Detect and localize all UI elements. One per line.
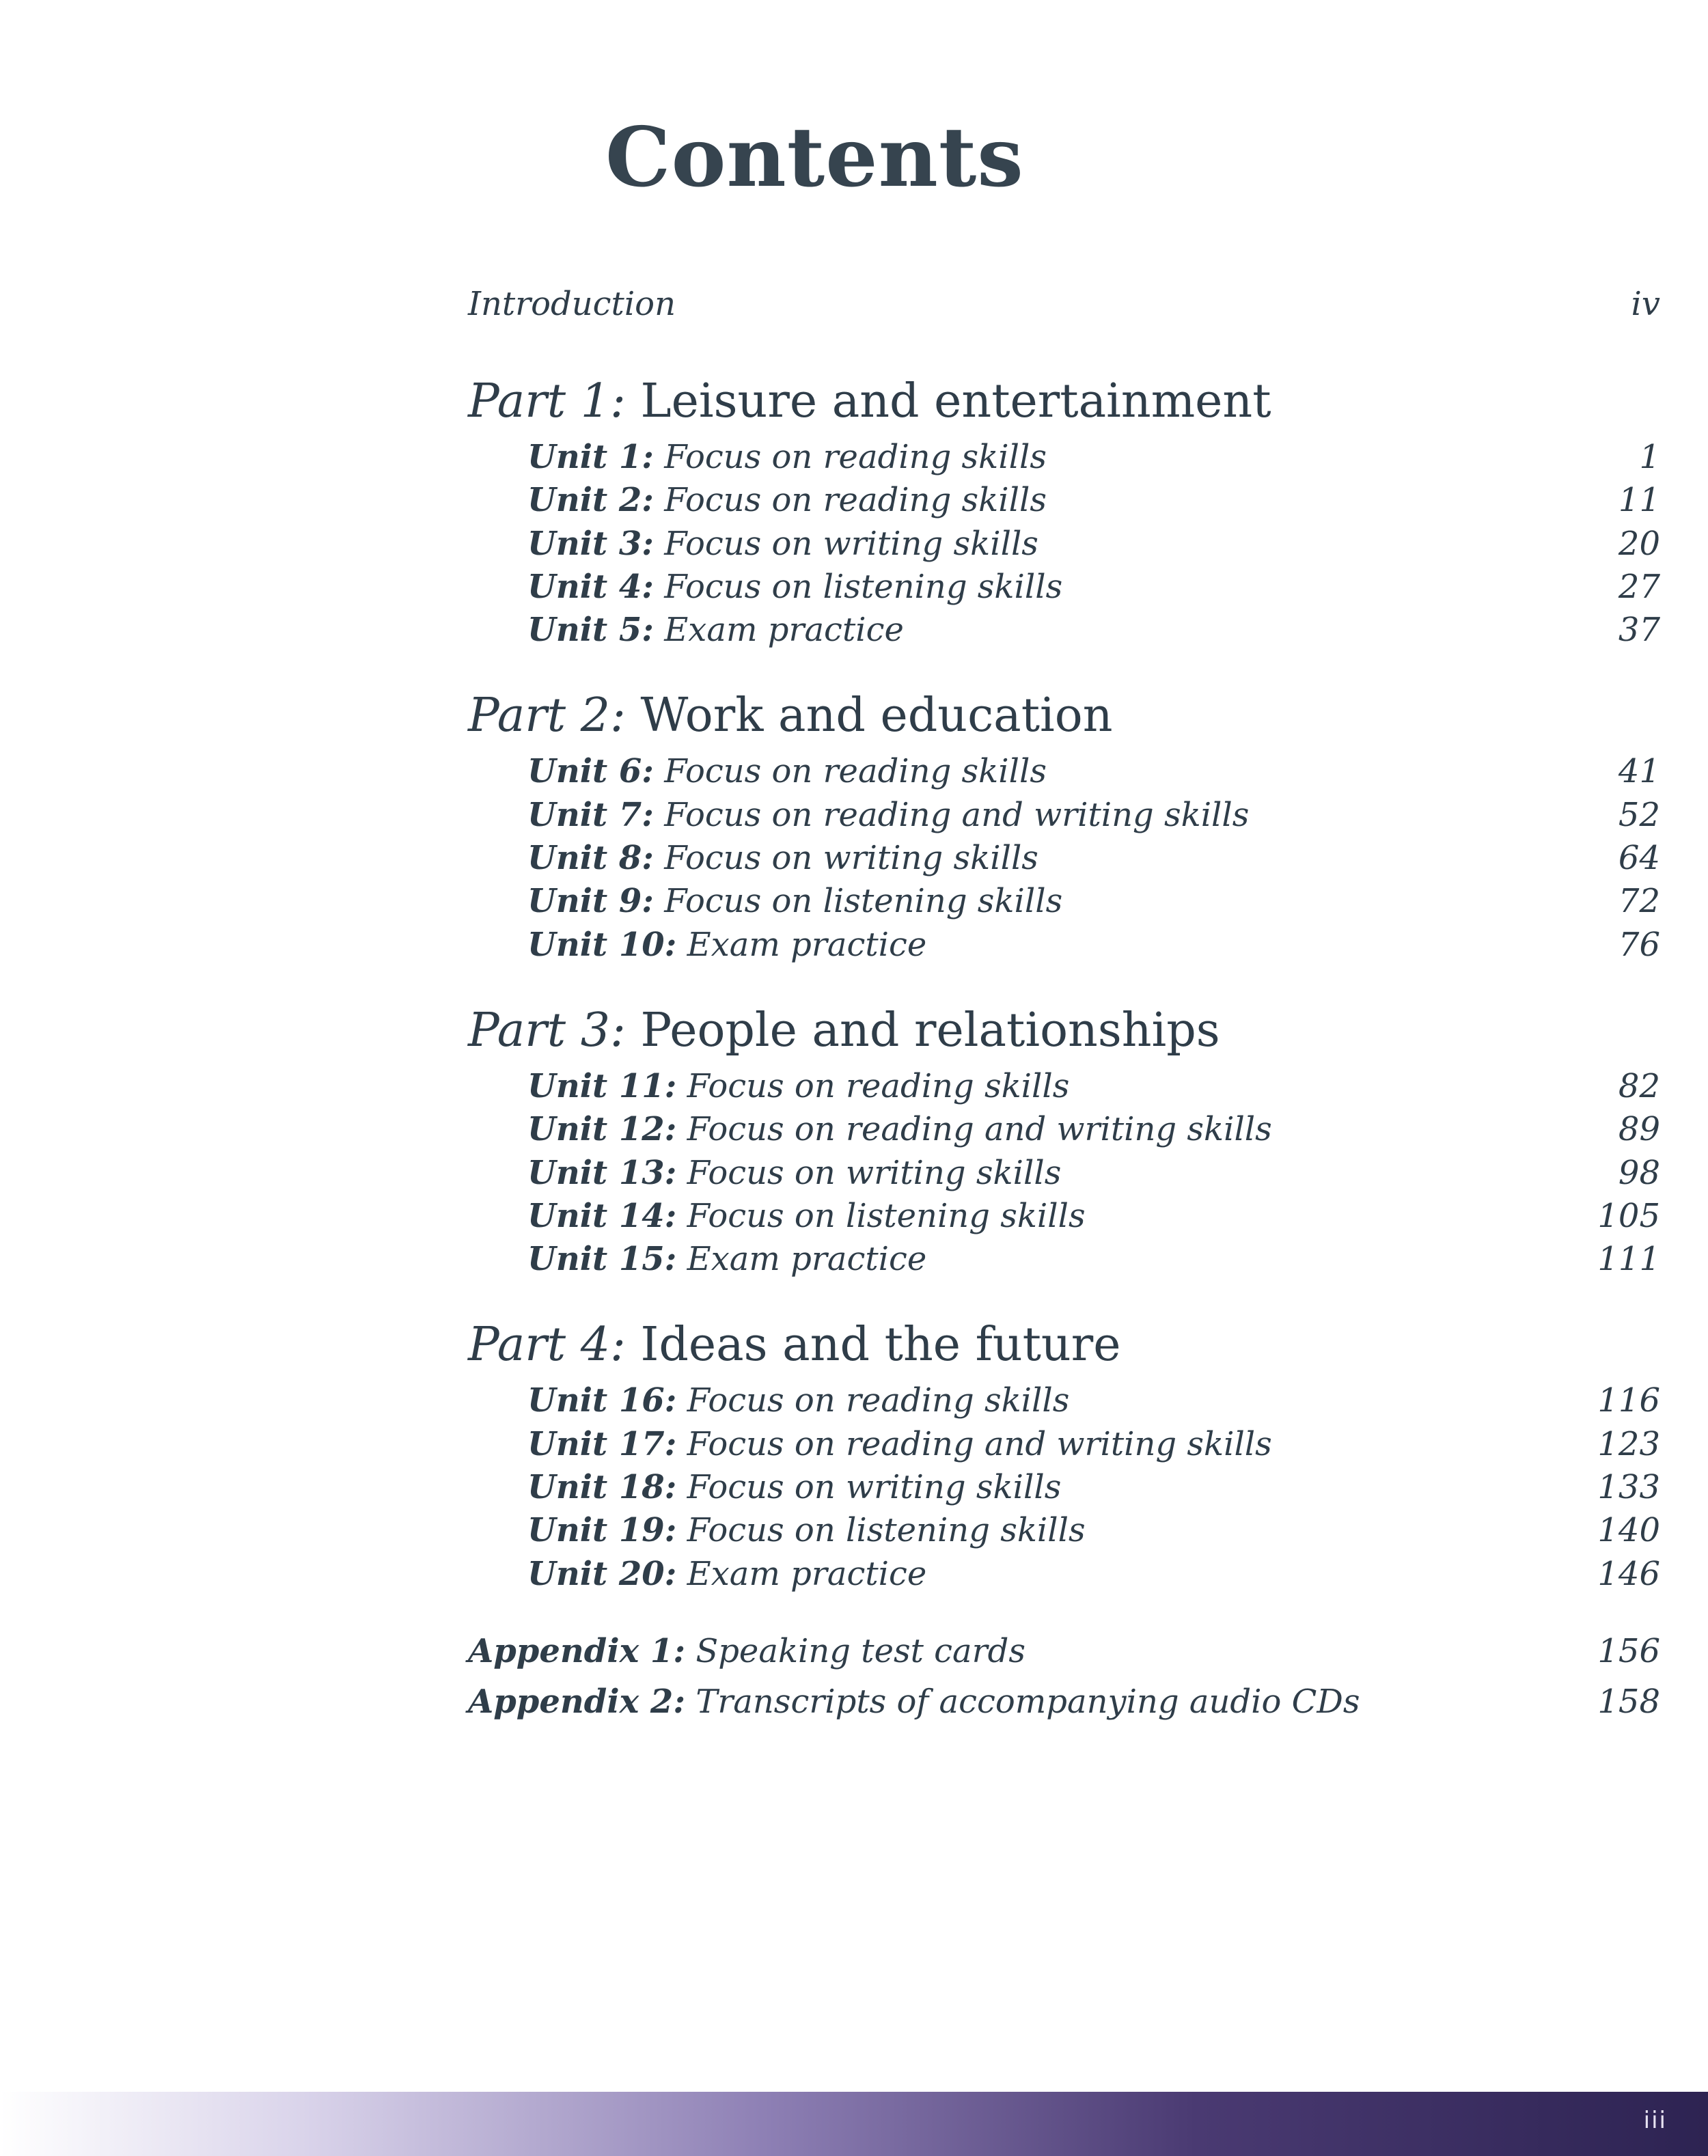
toc-unit-row <box>468 1509 1660 1552</box>
appendix-page: 158 <box>1597 1682 1660 1721</box>
table-of-contents <box>468 280 1660 1727</box>
toc-unit-row <box>468 436 1660 479</box>
unit-label: Unit 10: <box>527 925 677 964</box>
unit-page: 111 <box>1597 1240 1660 1279</box>
part-label: Part 2: <box>468 689 626 743</box>
toc-part-3 <box>468 997 1660 1281</box>
unit-label: Unit 18: <box>527 1468 677 1507</box>
unit-title: Focus on writing skills <box>687 1153 1062 1192</box>
toc-appendix-row <box>468 1626 1660 1676</box>
unit-title: Exam practice <box>687 925 927 964</box>
unit-page: 123 <box>1597 1424 1660 1463</box>
unit-label: Unit 12: <box>527 1110 677 1149</box>
unit-page: 116 <box>1597 1381 1660 1420</box>
footer-band <box>0 2092 1708 2156</box>
unit-title: Focus on writing skills <box>687 1468 1062 1507</box>
part-name: Leisure and entertainment <box>640 374 1271 428</box>
toc-unit-row <box>468 566 1660 609</box>
unit-label: Unit 7: <box>527 795 654 834</box>
part-label: Part 3: <box>468 1003 626 1058</box>
unit-title: Focus on reading and writing skills <box>664 795 1250 834</box>
toc-unit-row <box>468 837 1660 880</box>
unit-title: Exam practice <box>664 611 904 650</box>
unit-label: Unit 14: <box>527 1196 677 1235</box>
toc-appendix-row <box>468 1676 1660 1727</box>
part-label: Part 1: <box>468 374 626 428</box>
appendix-label: Appendix 2: <box>468 1682 686 1721</box>
unit-label: Unit 16: <box>527 1381 677 1420</box>
unit-label: Unit 15: <box>527 1240 677 1279</box>
toc-unit-row <box>468 794 1660 837</box>
part-heading <box>468 368 1660 436</box>
part-name: Work and education <box>640 689 1113 743</box>
toc-part-2 <box>468 682 1660 966</box>
toc-unit-row <box>468 1238 1660 1281</box>
unit-title: Focus on listening skills <box>664 567 1063 606</box>
appendix-label: Appendix 1: <box>468 1631 686 1670</box>
toc-introduction <box>468 280 1660 328</box>
appendix-title: Speaking test cards <box>695 1631 1025 1670</box>
unit-page: 52 <box>1618 795 1660 834</box>
toc-unit-row <box>468 523 1660 566</box>
unit-label: Unit 17: <box>527 1424 677 1463</box>
toc-unit-row <box>468 750 1660 793</box>
unit-label: Unit 9: <box>527 882 654 921</box>
toc-unit-row <box>468 479 1660 522</box>
unit-page: 105 <box>1597 1196 1660 1235</box>
toc-unit-row <box>468 880 1660 923</box>
appendix-page: 156 <box>1597 1631 1660 1670</box>
unit-page: 27 <box>1618 567 1660 606</box>
part-heading <box>468 1311 1660 1379</box>
unit-page: 1 <box>1639 438 1660 476</box>
unit-title: Focus on reading skills <box>664 438 1047 476</box>
introduction-label: Introduction <box>468 285 676 323</box>
part-label: Part 4: <box>468 1318 626 1372</box>
unit-page: 41 <box>1618 752 1660 791</box>
unit-label: Unit 2: <box>527 481 654 520</box>
toc-unit-row <box>468 1195 1660 1238</box>
page-number: iii <box>1643 2107 1667 2134</box>
unit-title: Focus on reading skills <box>687 1381 1070 1420</box>
unit-label: Unit 3: <box>527 524 654 563</box>
toc-unit-row <box>468 1108 1660 1151</box>
unit-label: Unit 8: <box>527 839 654 878</box>
unit-page: 98 <box>1618 1153 1660 1192</box>
unit-title: Focus on writing skills <box>664 524 1038 563</box>
toc-part-1 <box>468 368 1660 652</box>
toc-unit-row <box>468 1466 1660 1509</box>
unit-title: Focus on listening skills <box>687 1511 1086 1550</box>
toc-part-4 <box>468 1311 1660 1595</box>
unit-page: 76 <box>1618 925 1660 964</box>
unit-label: Unit 5: <box>527 611 654 650</box>
unit-page: 64 <box>1618 839 1660 878</box>
page-title: Contents <box>605 109 1024 206</box>
unit-title: Focus on listening skills <box>664 882 1063 921</box>
toc-unit-row <box>468 1553 1660 1596</box>
unit-page: 82 <box>1618 1066 1660 1105</box>
unit-page: 146 <box>1597 1554 1660 1593</box>
unit-title: Focus on reading skills <box>664 752 1047 791</box>
unit-page: 133 <box>1597 1468 1660 1507</box>
unit-title: Exam practice <box>687 1240 927 1279</box>
part-name: Ideas and the future <box>640 1318 1121 1372</box>
toc-unit-row <box>468 1152 1660 1195</box>
toc-unit-row <box>468 1379 1660 1422</box>
unit-page: 11 <box>1618 481 1660 520</box>
unit-title: Focus on reading and writing skills <box>687 1424 1272 1463</box>
toc-appendices <box>468 1626 1660 1727</box>
toc-unit-row <box>468 1065 1660 1108</box>
unit-page: 140 <box>1597 1511 1660 1550</box>
unit-label: Unit 4: <box>527 567 654 606</box>
toc-unit-row <box>468 924 1660 967</box>
unit-label: Unit 20: <box>527 1554 677 1593</box>
unit-title: Focus on listening skills <box>687 1196 1086 1235</box>
part-heading <box>468 682 1660 750</box>
unit-page: 37 <box>1618 611 1660 650</box>
appendix-title: Transcripts of accompanying audio CDs <box>695 1682 1360 1721</box>
unit-label: Unit 13: <box>527 1153 677 1192</box>
unit-title: Focus on reading skills <box>687 1066 1070 1105</box>
unit-title: Focus on writing skills <box>664 839 1038 878</box>
toc-unit-row <box>468 609 1660 652</box>
unit-label: Unit 1: <box>527 438 654 476</box>
unit-page: 20 <box>1618 524 1660 563</box>
unit-label: Unit 11: <box>527 1066 677 1105</box>
introduction-page: iv <box>1631 285 1660 323</box>
toc-unit-row <box>468 1423 1660 1466</box>
unit-title: Focus on reading and writing skills <box>687 1110 1272 1149</box>
unit-label: Unit 6: <box>527 752 654 791</box>
part-heading <box>468 997 1660 1065</box>
part-name: People and relationships <box>640 1003 1220 1058</box>
unit-title: Exam practice <box>687 1554 927 1593</box>
unit-page: 89 <box>1618 1110 1660 1149</box>
unit-label: Unit 19: <box>527 1511 677 1550</box>
unit-title: Focus on reading skills <box>664 481 1047 520</box>
unit-page: 72 <box>1618 882 1660 921</box>
